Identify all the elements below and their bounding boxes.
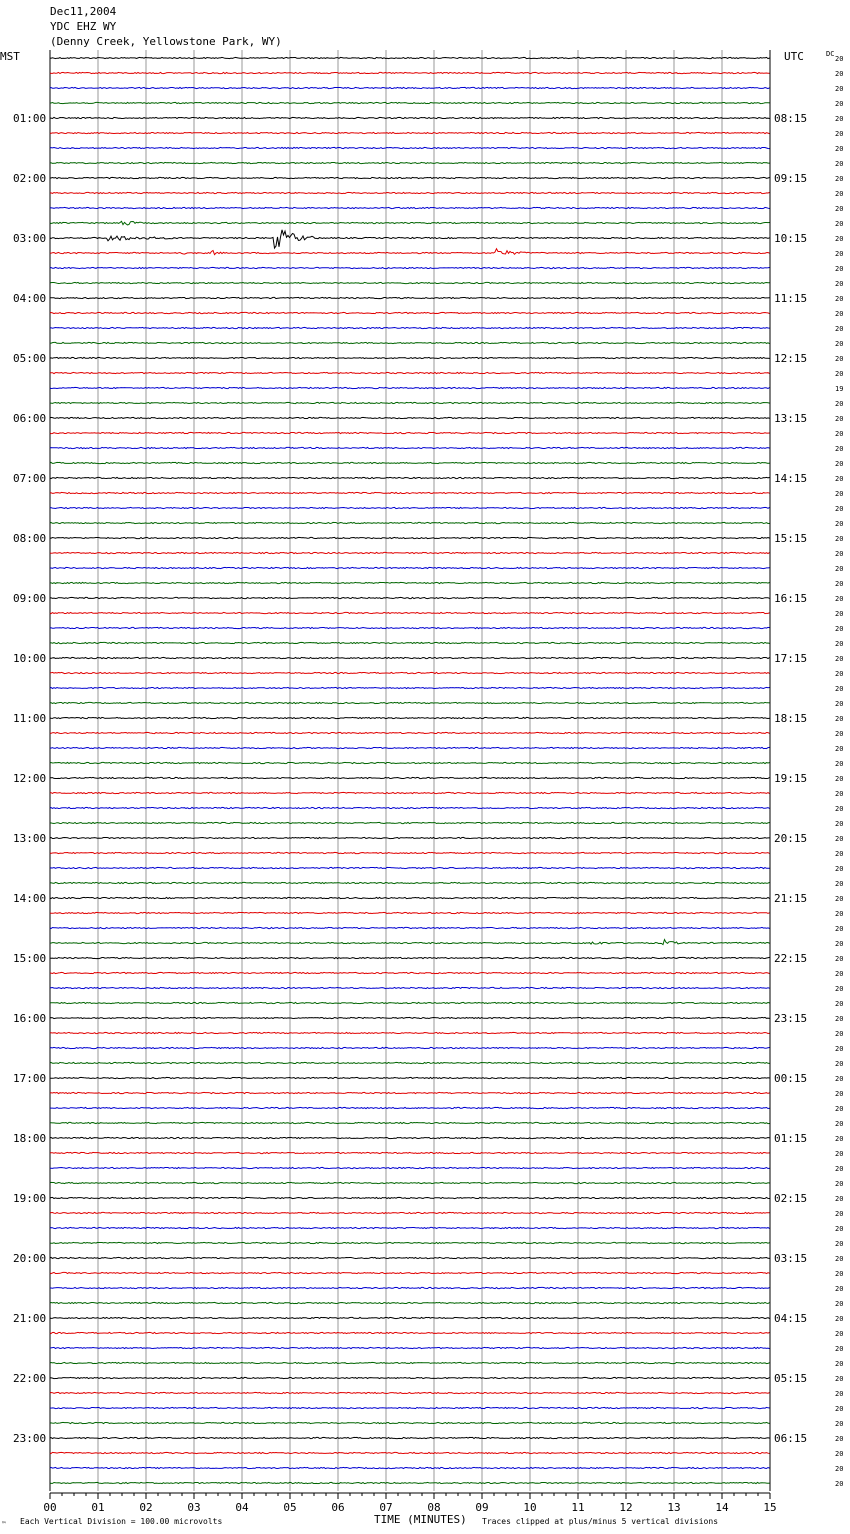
right-hour-label: 11:15 — [774, 292, 808, 305]
dc-value: 20 — [835, 895, 844, 903]
dc-value: 20 — [835, 1135, 844, 1143]
trace-line — [50, 657, 770, 658]
dc-value: 20 — [835, 670, 844, 678]
trace-line — [50, 147, 770, 148]
dc-value: 20 — [835, 1270, 844, 1278]
trace-line — [50, 102, 770, 103]
trace-line — [50, 1227, 770, 1228]
dc-value: 20 — [835, 955, 844, 963]
trace-line — [50, 1212, 770, 1213]
dc-value: 20 — [835, 295, 844, 303]
right-hour-label: 04:15 — [774, 1312, 808, 1325]
x-tick-label: 02 — [139, 1501, 153, 1514]
trace-line — [50, 1422, 770, 1423]
dc-value: 20 — [835, 115, 844, 123]
trace-line — [50, 1452, 770, 1453]
left-hour-label: 20:00 — [13, 1252, 47, 1265]
trace-line — [50, 312, 770, 313]
dc-value: 20 — [835, 460, 844, 468]
dc-value: 20 — [835, 490, 844, 498]
dc-value: 20 — [835, 865, 844, 873]
trace-line — [50, 1017, 770, 1018]
trace-line — [50, 72, 770, 73]
trace-line — [50, 567, 770, 568]
scale-note: Each Vertical Division = 100.00 microvolts — [20, 1517, 223, 1526]
trace-line — [50, 702, 770, 703]
left-hour-label: 16:00 — [13, 1012, 47, 1025]
right-hour-label: 20:15 — [774, 832, 808, 845]
trace-line — [50, 940, 770, 945]
dc-value: 20 — [835, 1150, 844, 1158]
trace-line — [50, 672, 770, 673]
trace-line — [50, 1047, 770, 1048]
x-tick-label: 06 — [331, 1501, 345, 1514]
right-hour-labels — [774, 112, 807, 1445]
dc-offset-values — [835, 55, 843, 1488]
dc-value: 20 — [835, 940, 844, 948]
trace-line — [50, 327, 770, 328]
trace-line — [50, 852, 770, 853]
trace-line — [50, 492, 770, 493]
trace-line — [50, 282, 770, 283]
dc-value: 20 — [835, 790, 844, 798]
dc-value: 20 — [835, 280, 844, 288]
dc-value: 20 — [835, 430, 844, 438]
trace-line — [50, 837, 770, 838]
dc-value: 20 — [835, 685, 844, 693]
trace-line — [50, 687, 770, 688]
trace-line — [50, 132, 770, 133]
x-tick-label: 09 — [475, 1501, 489, 1514]
station-location: (Denny Creek, Yellowstone Park, WY) — [50, 35, 282, 48]
left-hour-label: 04:00 — [13, 292, 47, 305]
trace-line — [50, 297, 770, 298]
trace-line — [50, 582, 770, 583]
left-hour-label: 06:00 — [13, 412, 47, 425]
dc-value: 20 — [835, 1315, 844, 1323]
x-axis-title: TIME (MINUTES) — [374, 1513, 467, 1526]
dc-value: 19 — [835, 385, 844, 393]
plot-date: Dec11,2004 — [50, 5, 117, 18]
dc-value: 20 — [835, 985, 844, 993]
right-hour-label: 02:15 — [774, 1192, 808, 1205]
dc-value: 20 — [835, 130, 844, 138]
trace-line — [50, 1257, 770, 1258]
dc-value: 20 — [835, 205, 844, 213]
trace-line — [50, 387, 770, 388]
dc-value: 20 — [835, 190, 844, 198]
trace-line — [50, 1287, 770, 1288]
dc-value: 20 — [835, 1330, 844, 1338]
left-hour-label: 02:00 — [13, 172, 47, 185]
trace-line — [50, 762, 770, 763]
left-hour-label: 22:00 — [13, 1372, 47, 1385]
left-hour-label: 21:00 — [13, 1312, 47, 1325]
dc-value: 20 — [835, 235, 844, 243]
right-hour-label: 09:15 — [774, 172, 808, 185]
trace-line — [50, 1032, 770, 1033]
x-tick-label: 00 — [43, 1501, 57, 1514]
dc-value: 20 — [835, 760, 844, 768]
trace-line — [50, 432, 770, 433]
dc-value: 20 — [835, 925, 844, 933]
dc-value: 20 — [835, 250, 844, 258]
dc-value: 20 — [835, 520, 844, 528]
dc-value: 20 — [835, 70, 844, 78]
left-timezone-label: MST — [0, 50, 20, 63]
dc-value: 20 — [835, 580, 844, 588]
dc-value: 20 — [835, 310, 844, 318]
dc-value: 20 — [835, 1225, 844, 1233]
right-hour-label: 21:15 — [774, 892, 808, 905]
right-hour-label: 06:15 — [774, 1432, 808, 1445]
x-tick-label: 13 — [667, 1501, 681, 1514]
left-hour-label: 13:00 — [13, 832, 47, 845]
trace-line — [50, 342, 770, 343]
dc-value: 20 — [835, 595, 844, 603]
dc-value: 20 — [835, 730, 844, 738]
trace-line — [50, 552, 770, 553]
dc-value: 20 — [835, 1090, 844, 1098]
trace-line — [50, 1167, 770, 1168]
trace-line — [50, 57, 770, 58]
trace-line — [50, 1482, 770, 1483]
dc-value: 20 — [835, 610, 844, 618]
x-tick-label: 10 — [523, 1501, 537, 1514]
dc-value: 20 — [835, 1255, 844, 1263]
trace-line — [50, 792, 770, 793]
trace-line — [50, 1092, 770, 1093]
x-tick-label: 03 — [187, 1501, 201, 1514]
dc-value: 20 — [835, 970, 844, 978]
seismic-traces — [50, 57, 770, 1483]
dc-value: 20 — [835, 1390, 844, 1398]
trace-line — [50, 177, 770, 178]
trace-line — [50, 507, 770, 508]
right-hour-label: 15:15 — [774, 532, 808, 545]
right-hour-label: 14:15 — [774, 472, 808, 485]
trace-line — [50, 1362, 770, 1363]
trace-line — [50, 987, 770, 988]
trace-line — [50, 777, 770, 778]
right-hour-label: 16:15 — [774, 592, 808, 605]
dc-value: 20 — [835, 1210, 844, 1218]
trace-line — [50, 597, 770, 598]
trace-line — [50, 642, 770, 643]
trace-line — [50, 1122, 770, 1123]
trace-line — [50, 747, 770, 748]
right-hour-label: 19:15 — [774, 772, 808, 785]
dc-value: 20 — [835, 1075, 844, 1083]
right-hour-label: 17:15 — [774, 652, 808, 665]
dc-value: 20 — [835, 1030, 844, 1038]
left-hour-label: 18:00 — [13, 1132, 47, 1145]
dc-value: 20 — [835, 505, 844, 513]
dc-value: 20 — [835, 1240, 844, 1248]
trace-line — [50, 717, 770, 718]
dc-value: 20 — [835, 745, 844, 753]
dc-value: 20 — [835, 550, 844, 558]
left-hour-label: 11:00 — [13, 712, 47, 725]
dc-value: 20 — [835, 775, 844, 783]
dc-value: 20 — [835, 175, 844, 183]
dc-value: 20 — [835, 805, 844, 813]
trace-line — [50, 221, 770, 225]
left-hour-label: 01:00 — [13, 112, 47, 125]
dc-value: 20 — [835, 220, 844, 228]
dc-value: 20 — [835, 355, 844, 363]
trace-line — [50, 192, 770, 193]
dc-value: 20 — [835, 1060, 844, 1068]
trace-line — [50, 267, 770, 268]
trace-line — [50, 537, 770, 538]
trace-line — [50, 162, 770, 163]
footer-mark: ™ — [2, 1521, 6, 1528]
dc-value: 20 — [835, 145, 844, 153]
trace-line — [50, 612, 770, 613]
trace-line — [50, 417, 770, 418]
trace-line — [50, 1392, 770, 1393]
x-tick-label: 07 — [379, 1501, 393, 1514]
dc-value: 20 — [835, 1465, 844, 1473]
dc-value: 20 — [835, 1165, 844, 1173]
x-axis — [43, 1493, 776, 1514]
right-timezone-label: UTC — [784, 50, 804, 63]
trace-line — [50, 1197, 770, 1198]
trace-line — [50, 1332, 770, 1333]
trace-line — [50, 1242, 770, 1243]
trace-line — [50, 1347, 770, 1348]
right-hour-label: 22:15 — [774, 952, 808, 965]
trace-line — [50, 402, 770, 403]
x-tick-label: 05 — [283, 1501, 297, 1514]
dc-value: 20 — [835, 400, 844, 408]
dc-value: 20 — [835, 370, 844, 378]
dc-value: 20 — [835, 1000, 844, 1008]
x-tick-label: 14 — [715, 1501, 729, 1514]
dc-value: 20 — [835, 1015, 844, 1023]
dc-value: 20 — [835, 1360, 844, 1368]
right-hour-label: 03:15 — [774, 1252, 808, 1265]
trace-line — [50, 1062, 770, 1063]
right-hour-label: 00:15 — [774, 1072, 808, 1085]
trace-line — [50, 927, 770, 928]
left-hour-label: 19:00 — [13, 1192, 47, 1205]
dc-value: 20 — [835, 535, 844, 543]
dc-value: 20 — [835, 1105, 844, 1113]
x-tick-label: 12 — [619, 1501, 633, 1514]
left-hour-label: 03:00 — [13, 232, 47, 245]
dc-value: 20 — [835, 1285, 844, 1293]
x-tick-label: 04 — [235, 1501, 249, 1514]
left-hour-label: 14:00 — [13, 892, 47, 905]
right-hour-label: 05:15 — [774, 1372, 808, 1385]
trace-line — [50, 1317, 770, 1318]
dc-value: 20 — [835, 1300, 844, 1308]
dc-value: 20 — [835, 1435, 844, 1443]
trace-line — [50, 249, 770, 255]
x-tick-label: 01 — [91, 1501, 105, 1514]
left-hour-label: 08:00 — [13, 532, 47, 545]
left-hour-label: 10:00 — [13, 652, 47, 665]
trace-line — [50, 1272, 770, 1273]
trace-line — [50, 477, 770, 478]
dc-value: 20 — [835, 1045, 844, 1053]
dc-value: 20 — [835, 1195, 844, 1203]
dc-value: 20 — [835, 850, 844, 858]
x-tick-label: 11 — [571, 1501, 585, 1514]
dc-value: 20 — [835, 1420, 844, 1428]
left-hour-label: 17:00 — [13, 1072, 47, 1085]
dc-value: 20 — [835, 160, 844, 168]
dc-value: 20 — [835, 565, 844, 573]
left-hour-label: 05:00 — [13, 352, 47, 365]
trace-line — [50, 462, 770, 463]
trace-line — [50, 972, 770, 973]
dc-value: 20 — [835, 640, 844, 648]
trace-line — [50, 1407, 770, 1408]
trace-line — [50, 1467, 770, 1468]
dc-value: 20 — [835, 1375, 844, 1383]
right-hour-label: 01:15 — [774, 1132, 808, 1145]
right-hour-label: 13:15 — [774, 412, 808, 425]
dc-value: 20 — [835, 910, 844, 918]
right-hour-label: 10:15 — [774, 232, 808, 245]
trace-line — [50, 372, 770, 373]
dc-value: 20 — [835, 880, 844, 888]
dc-value: 20 — [835, 700, 844, 708]
trace-line — [50, 807, 770, 808]
right-hour-label: 08:15 — [774, 112, 808, 125]
trace-line — [50, 1437, 770, 1438]
trace-line — [50, 117, 770, 118]
trace-line — [50, 732, 770, 733]
trace-line — [50, 957, 770, 958]
dc-value: 20 — [835, 1120, 844, 1128]
dc-value: 20 — [835, 820, 844, 828]
trace-line — [50, 87, 770, 88]
dc-value: 20 — [835, 85, 844, 93]
dc-value: 20 — [835, 415, 844, 423]
dc-value: 20 — [835, 625, 844, 633]
x-tick-label: 15 — [763, 1501, 777, 1514]
right-hour-label: 18:15 — [774, 712, 808, 725]
trace-line — [50, 1152, 770, 1153]
dc-value: 20 — [835, 655, 844, 663]
trace-line — [50, 627, 770, 628]
dc-value: 20 — [835, 325, 844, 333]
trace-line — [50, 1137, 770, 1138]
trace-line — [50, 822, 770, 823]
right-hour-label: 23:15 — [774, 1012, 808, 1025]
dc-value: 20 — [835, 445, 844, 453]
dc-value: 20 — [835, 1180, 844, 1188]
right-hour-label: 12:15 — [774, 352, 808, 365]
dc-value: 20 — [835, 340, 844, 348]
left-hour-label: 09:00 — [13, 592, 47, 605]
trace-line — [50, 1377, 770, 1378]
dc-value: 20 — [835, 1345, 844, 1353]
dc-value: 20 — [835, 1480, 844, 1488]
minute-gridlines — [50, 50, 770, 1491]
trace-line — [50, 897, 770, 898]
dc-value: 20 — [835, 1405, 844, 1413]
dc-column-label: DC — [826, 50, 835, 58]
station-code: YDC EHZ WY — [50, 20, 117, 33]
trace-line — [50, 1107, 770, 1108]
left-hour-labels — [13, 112, 46, 1445]
trace-line — [50, 912, 770, 913]
dc-value: 20 — [835, 835, 844, 843]
left-hour-label: 07:00 — [13, 472, 47, 485]
trace-line — [50, 207, 770, 208]
trace-line — [50, 1002, 770, 1003]
trace-line — [50, 1182, 770, 1183]
left-hour-label: 12:00 — [13, 772, 47, 785]
dc-value: 20 — [835, 265, 844, 273]
trace-line — [50, 230, 770, 248]
dc-value: 20 — [835, 715, 844, 723]
trace-line — [50, 1302, 770, 1303]
dc-value: 20 — [835, 100, 844, 108]
dc-value: 20 — [835, 1450, 844, 1458]
trace-line — [50, 882, 770, 883]
left-hour-label: 15:00 — [13, 952, 47, 965]
dc-value: 20 — [835, 55, 844, 63]
left-hour-label: 23:00 — [13, 1432, 47, 1445]
trace-line — [50, 522, 770, 523]
trace-line — [50, 1077, 770, 1078]
x-tick-label: 08 — [427, 1501, 441, 1514]
clip-note: Traces clipped at plus/minus 5 vertical divisions — [482, 1517, 719, 1526]
dc-value: 20 — [835, 475, 844, 483]
trace-line — [50, 357, 770, 358]
trace-line — [50, 447, 770, 448]
trace-line — [50, 867, 770, 868]
